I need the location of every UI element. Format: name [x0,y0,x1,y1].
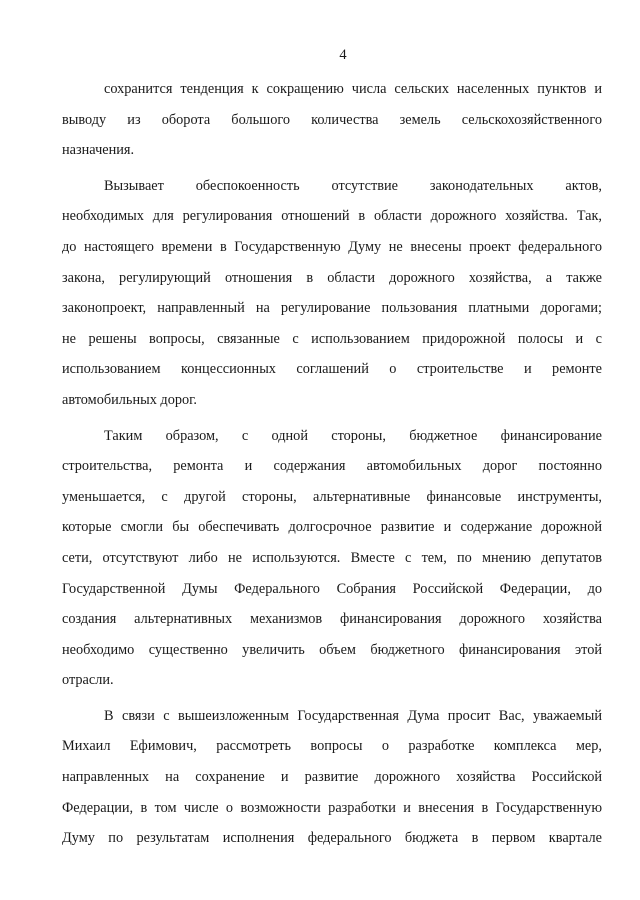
paragraph [62,701,602,854]
paragraph [62,421,602,696]
text-line: законопроект, направленный на регулирование пользования платными дорогами; [62,300,602,317]
text-line: строительства, ремонта и содержания автомобильных дорог постоянно [62,458,602,475]
paragraph [62,74,602,166]
text-line: В связи с вышеизложенным Государственная Дума просит Вас, уважаемый [104,707,602,724]
text-line: назначения. [62,142,135,159]
text-line: Государственной Думы Федерального Собрания Российской Федерации, до [62,580,602,597]
text-line: Федерации, в том числе о возможности разработки и внесения в Государственную [62,799,602,816]
text-line: закона, регулирующий отношения в области дорожного хозяйства, а также [62,269,602,286]
text-line: сети, отсутствуют либо не используются. Вместе с тем, по мнению депутатов [62,549,602,566]
text-line: необходимых для регулирования отношений в области дорожного хозяйства. Так, [62,208,602,225]
text-line: которые смогли бы обеспечивать долгосрочное развитие и содержание дорожной [62,519,602,536]
text-line: использованием концессионных соглашений о строительстве и ремонте [62,361,602,378]
text-line: создания альтернативных механизмов финансирования дорожного хозяйства [62,611,602,628]
text-line: необходимо существенно увеличить объем бюджетного финансирования этой [62,641,602,658]
paragraph [62,171,602,416]
text-line: Думу по результатам исполнения федерального бюджета в первом квартале [62,830,602,847]
text-line: до настоящего времени в Государственную Думу не внесены проект федерального [62,238,602,255]
text-line: Михаил Ефимович, рассмотреть вопросы о разработке комплекса мер, [62,738,602,755]
text-line: выводу из оборота большого количества земель сельскохозяйственного [62,111,602,128]
text-line: сохранится тенденция к сокращению числа сельских населенных пунктов и [104,81,602,97]
text-line: автомобильных дорог. [62,391,197,408]
page-number: 4 [339,47,347,63]
text-line: уменьшается, с другой стороны, альтернативные финансовые инструменты, [62,488,602,505]
text-line: Таким образом, с одной стороны, бюджетное финансирование [104,427,602,444]
document-body [62,74,602,854]
text-line: направленных на сохранение и развитие дорожного хозяйства Российской [62,769,602,786]
text-line: не решены вопросы, связанные с использованием придорожной полосы и с [62,330,602,347]
text-line: Вызывает обеспокоенность отсутствие законодательных актов, [104,177,602,194]
text-line: отрасли. [62,672,114,689]
